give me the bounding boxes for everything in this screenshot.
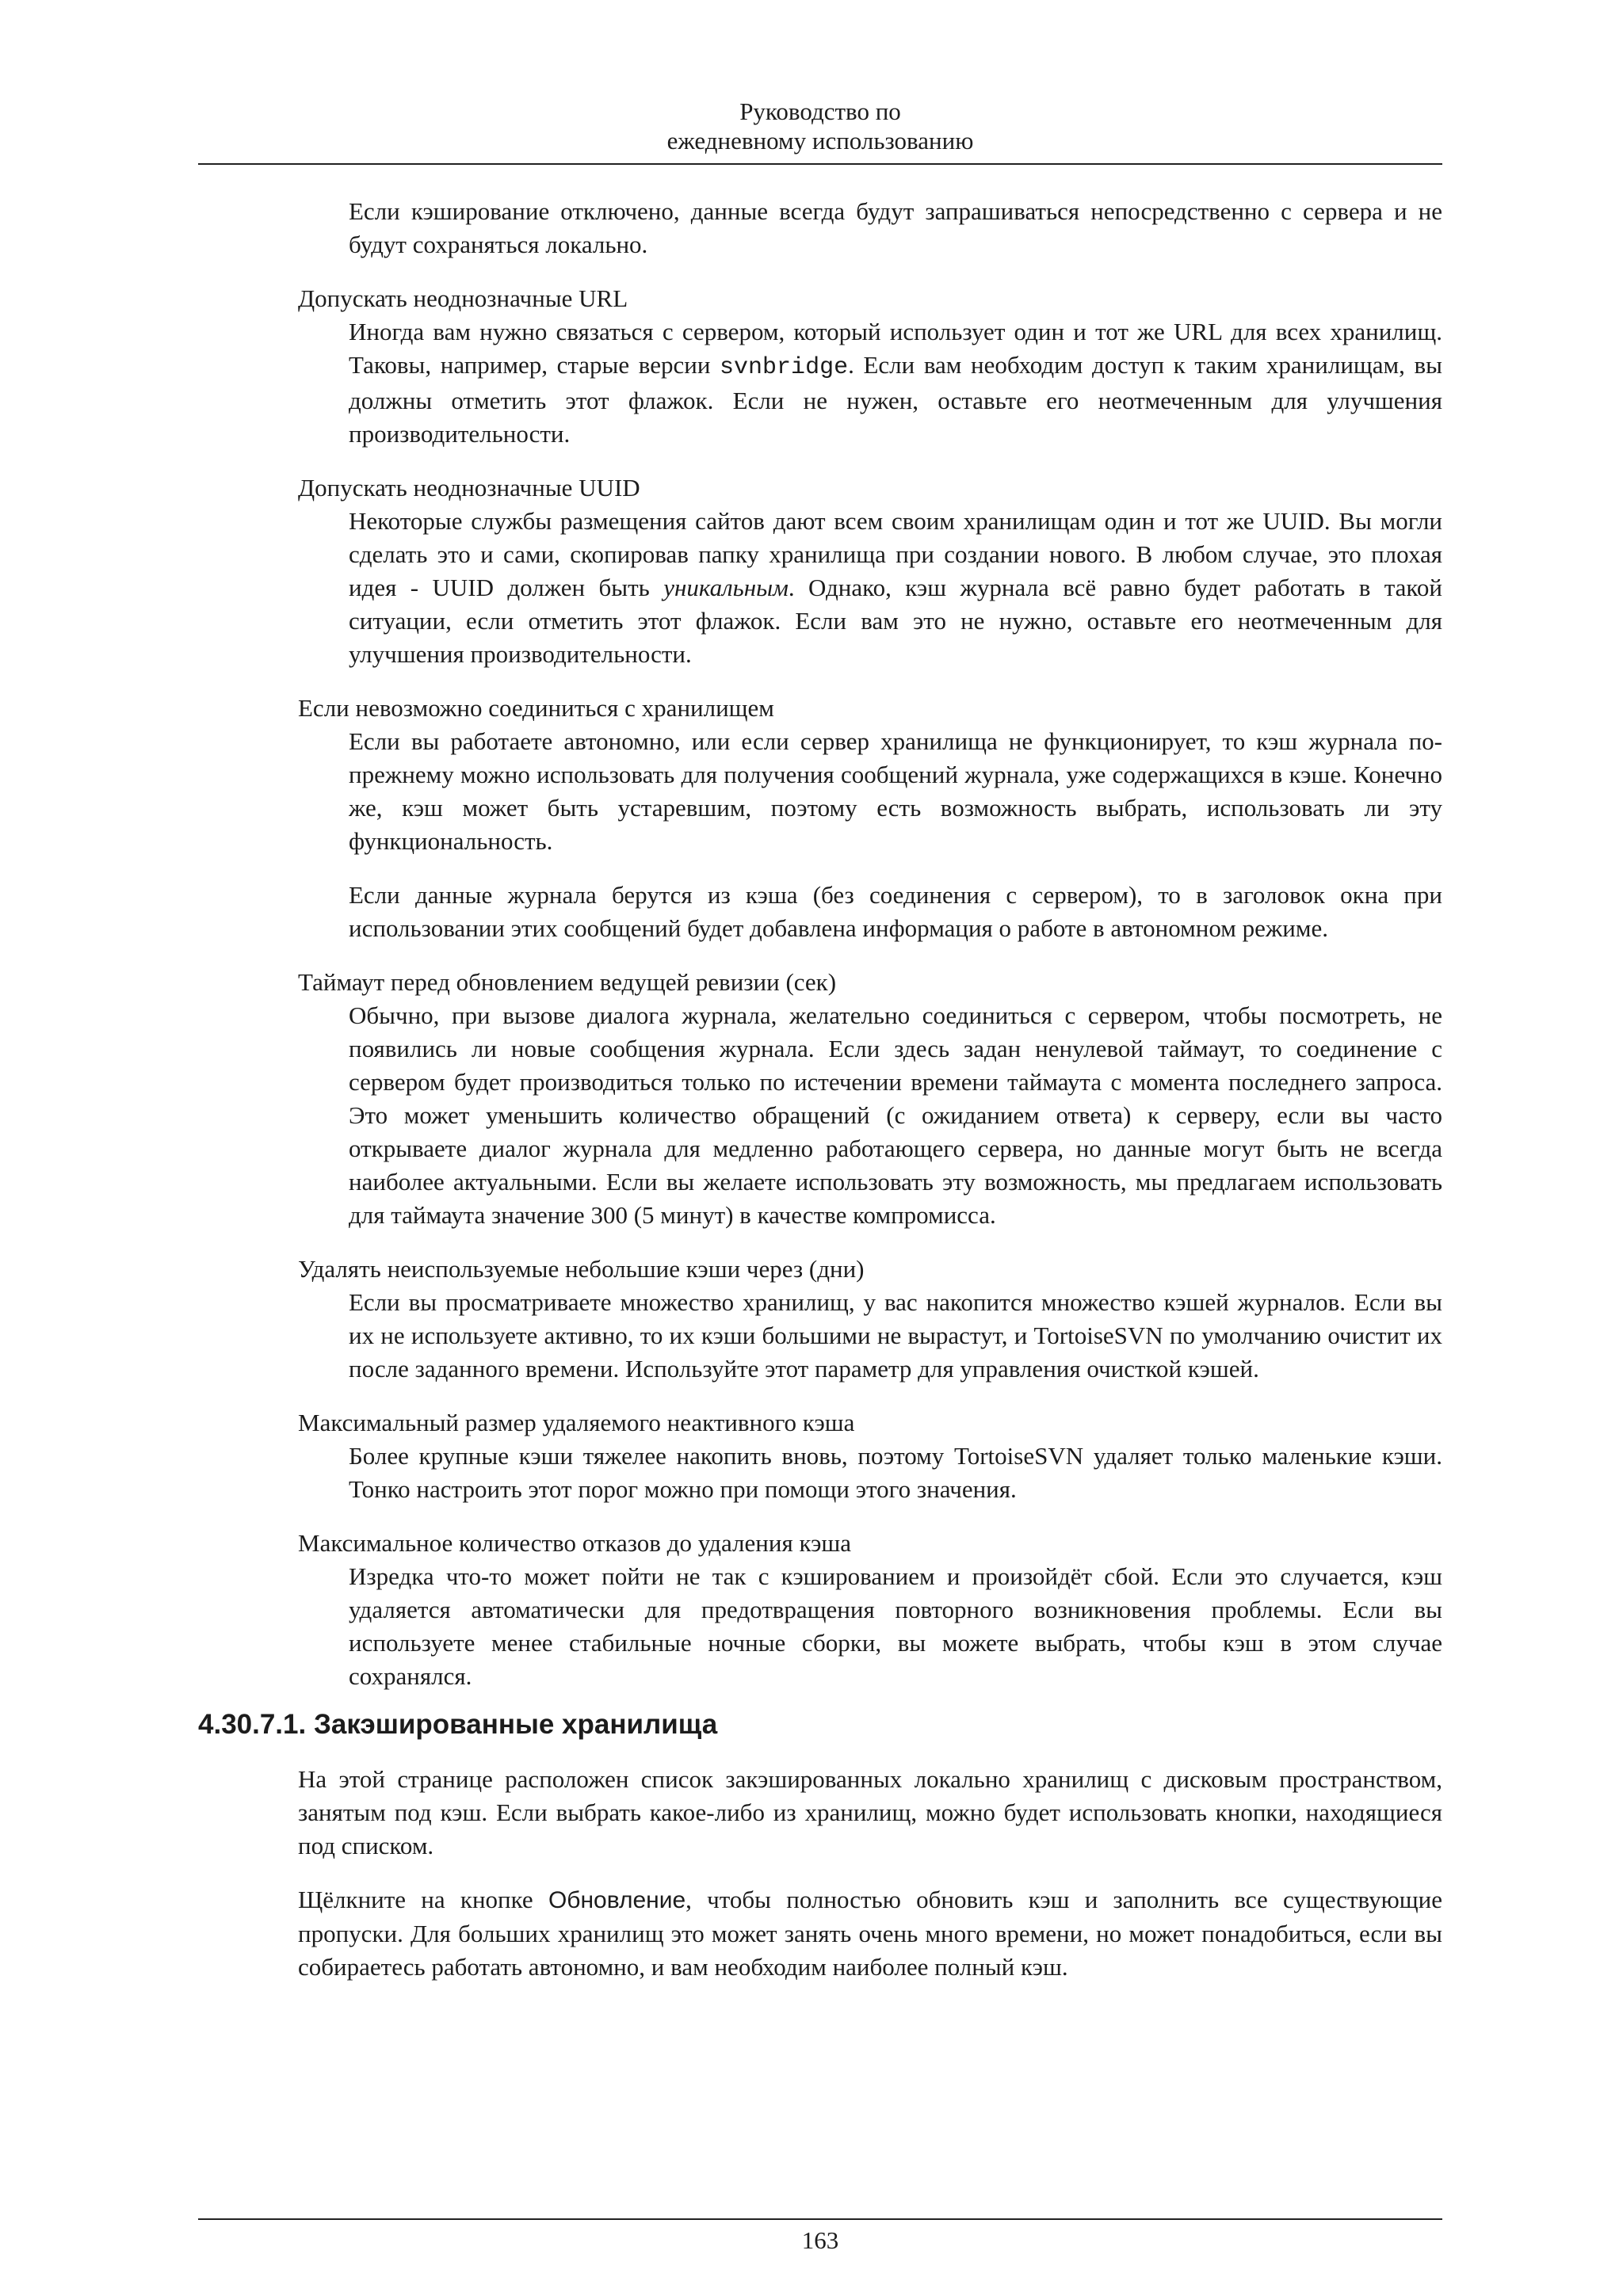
- definition-paragraph: Обычно, при вызове диалога журнала, желательно соединиться с сервером, чтобы посмотреть, не появились ли новые сообщения журнала. Если здесь задан ненулевой таймаут, то соединение с сервером будет производиться только по истечении времени таймаута с момента последнего запроса. Это может уменьшить количество обращений (с ожиданием ответа) к серверу, если вы часто открываете диалог журнала для медленно работающего сервера, но данные могут быть не всегда наиболее актуальными. Если вы желаете использовать эту возможность, мы предлагаем использовать для таймаута значение 300 (5 минут) в качестве компромисса.: [349, 1001, 1442, 1229]
- text-run: Иногда вам нужно связаться с сервером, который использует один и тот же URL для всех хранилищ. Таковы, например, старые версии: [349, 318, 1442, 379]
- header-line-1: Руководство по: [739, 97, 901, 125]
- text-run: Щёлкните на кнопке: [298, 1886, 548, 1913]
- term-offline: Если невозможно соединиться с хранилищем: [298, 694, 774, 722]
- definition-remove-small-caches: [349, 1286, 1442, 1386]
- definition-paragraph: [349, 505, 1442, 671]
- definition-paragraph: Если данные журнала берутся из кэша (без соединения с сервером), то в заголовок окна при использовании этих сообщений будет добавлена информация о работе в автономном режиме.: [349, 881, 1442, 942]
- emphasis-unique: уникальным: [663, 574, 789, 601]
- definition-paragraph: Если вы просматриваете множество хранилищ, у вас накопится множество кэшей журналов. Если вы их не используете активно, то их кэши большими не вырастут, и TortoiseSVN по умолчанию очистит их после заданного времени. Используйте этот параметр для управления очисткой кэшей.: [349, 1288, 1442, 1383]
- gui-label-update: Обновление: [548, 1887, 686, 1913]
- running-header: [198, 97, 1442, 155]
- header-line-2: ежедневному использованию: [666, 127, 974, 154]
- term-max-inactive-size: Максимальный размер удаляемого неактивного кэша: [298, 1409, 855, 1436]
- term-ambiguous-url: Допускать неоднозначные URL: [298, 284, 628, 312]
- settings-definition-list: [198, 282, 1442, 1693]
- term-ambiguous-uuid: Допускать неоднозначные UUID: [298, 474, 640, 502]
- definition-paragraph: Более крупные кэши тяжелее накопить вновь, поэтому TortoiseSVN удаляет только маленькие кэши. Тонко настроить этот порог можно при помощи этого значения.: [349, 1442, 1442, 1503]
- intro-paragraph: Если кэширование отключено, данные всегда будут запрашиваться непосредственно с сервера и не будут сохраняться локально.: [349, 197, 1442, 258]
- text-run: . Если вам необходим доступ к таким хранилищам, вы должны отметить этот флажок. Если не нужен, оставьте его неотмеченным для улучшения производительности.: [349, 351, 1443, 448]
- definition-head-timeout: [349, 999, 1442, 1232]
- code-svnbridge: svnbridge: [720, 354, 849, 381]
- section-heading: 4.30.7.1. Закэшированные хранилища: [198, 1709, 718, 1740]
- page-content: [198, 195, 1442, 2004]
- header-divider: [198, 163, 1442, 165]
- text-run: , чтобы полностью обновить кэш и заполнить все существующие пропуски. Для больших хранилищ это может занять очень много времени, но может понадобиться, если вы собираетесь работать автономно, и вам необходим наиболее полный кэш.: [298, 1886, 1443, 1981]
- section-paragraph-2: [298, 1883, 1442, 1984]
- section-paragraph-1: На этой странице расположен список закэшированных локально хранилищ с дисковым пространством, занятым под кэш. Если выбрать какое-либо из хранилищ, можно будет использовать кнопки, находящиеся под списком.: [298, 1765, 1442, 1859]
- term-max-failures: Максимальное количество отказов до удаления кэша: [298, 1529, 852, 1557]
- definition-max-inactive-size: [349, 1440, 1442, 1506]
- definition-paragraph: Изредка что-то может пойти не так с кэшированием и произойдёт сбой. Если это случается, кэш удаляется автоматически для предотвращения повторного возникновения проблемы. Если вы используете менее стабильные ночные сборки, вы можете выбрать, чтобы кэш в этом случае сохранялся.: [349, 1562, 1442, 1690]
- definition-ambiguous-uuid: [349, 505, 1442, 671]
- footer-divider: [198, 2218, 1442, 2220]
- text-run: Некоторые службы размещения сайтов дают всем своим хранилищам один и тот же UUID. Вы могли сделать это и сами, скопировав папку хранилища при создании нового. В любом случае, это плохая идея - UUID должен быть: [349, 507, 1442, 601]
- term-remove-small-caches: Удалять неиспользуемые небольшие кэши через (дни): [298, 1255, 865, 1283]
- definition-ambiguous-url: [349, 315, 1442, 451]
- definition-paragraph: Если вы работаете автономно, или если сервер хранилища не функционирует, то кэш журнала по-прежнему можно использовать для получения сообщений журнала, уже содержащихся в кэше. Конечно же, кэш может быть устаревшим, поэтому есть возможность выбрать, использовать ли эту функциональность.: [349, 727, 1442, 855]
- definition-paragraph: [349, 315, 1442, 451]
- text-run: . Однако, кэш журнала всё равно будет работать в такой ситуации, если отметить этот флажок. Если вам это не нужно, оставьте его неотмеченным для улучшения производительности.: [349, 574, 1443, 668]
- definition-offline: [349, 725, 1442, 945]
- definition-max-failures: [349, 1560, 1442, 1693]
- page-number: 163: [801, 2226, 839, 2254]
- term-head-timeout: Таймаут перед обновлением ведущей ревизии (сек): [298, 968, 837, 996]
